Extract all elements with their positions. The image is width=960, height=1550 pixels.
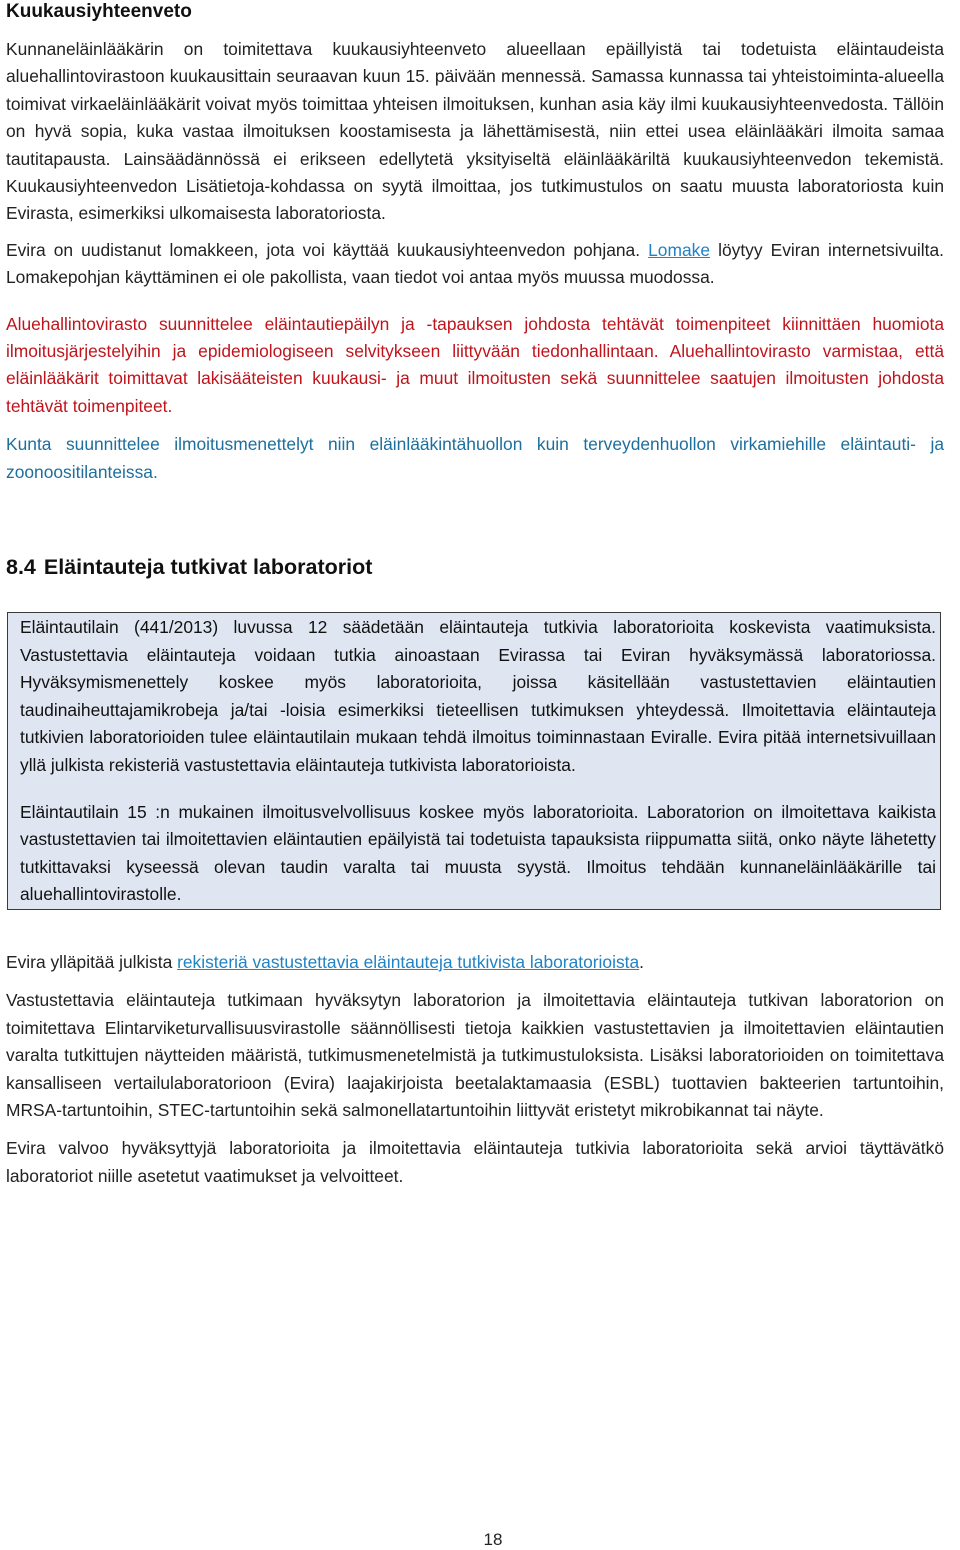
paragraph-kunta: Kunta suunnittelee ilmoitusmenettelyt niin eläinlääkintähuollon kuin terveydenhuollon virkamiehille eläintauti- ja zoonoositilanteissa. — [6, 434, 944, 482]
page-number: 18 — [483, 1530, 503, 1549]
info-box — [7, 612, 941, 910]
document-page — [6, 0, 944, 1190]
box-paragraph-1: Eläintautilain (441/2013) luvussa 12 säädetään eläintauteja tutkivia laboratorioita koskevista vaatimuksista. Vastustettavia eläintauteja voidaan tutkia ainoastaan Evirassa tai Eviran hyväksymässä laboratoriossa. Hyväksymismenettely koskee myös laboratorioita, joissa käsitellään vastustettavien eläintautien taudinaiheuttajamikrobeja ja/tai -loisia esimerkiksi tieteellisen tutkimuksen yhteydessä. Ilmoitettavia eläintauteja tutkivien laboratorioiden tulee eläintautilain mukaan tehdä ilmoitus toiminnastaan Eviralle. Evira pitää internetsivuillaan yllä julkista rekisteriä vastustettavia eläintauteja tutkivista laboratorioista. — [20, 617, 936, 776]
paragraph-supervision: Evira valvoo hyväksyttyjä laboratorioita ja ilmoitettavia eläintauteja tutkivia laboratorioita sekä arvioi täyttävätkö laboratoriot niille asetetut vaatimukset ja velvoitteet. — [6, 1138, 944, 1186]
register-text-after: . — [639, 952, 644, 973]
register-link[interactable]: rekisteriä vastustettavia eläintauteja tutkivista laboratorioista — [177, 952, 640, 973]
form-text-after: löytyy Eviran internetsivuilta. Lomakepohjan käyttäminen ei ole pakollista, vaan tiedot voi antaa myös muussa muodossa. — [6, 239, 944, 288]
heading-number: 8.4 — [6, 555, 36, 580]
paragraph-aluehallintovirasto: Aluehallintovirasto suunnittelee eläintautiepäilyn ja -tapauksen johdosta tehtävät toimenpiteet kiinnittäen huomiota ilmoitusjärjestelyihin ja epidemiologiseen selvitykseen liittyvään tiedonhallintaan. Aluehallintovirasto varmistaa, että eläinlääkärit toimittavat lakisääteisten kuukausi- ja muut ilmoitusten sekä suunnittelee saatujen ilmoitusten johdosta tehtävät toimenpiteet. — [6, 313, 944, 416]
paragraph-form — [6, 237, 944, 292]
paragraph-intro: Kunnaneläinlääkärin on toimitettava kuukausiyhteenveto alueellaan epäillyistä tai todetuista eläintaudeista aluehallintovirastoon kuukausittain seuraavan kuun 15. päivään mennessä. Samassa kunnassa tai yhteistoiminta-alueella toimivat virkaeläinlääkärit voivat myös toimittaa yhteisen ilmoituksen, kunhan asia käy ilmi kuukausiyhteenvedosta. Tällöin on hyvä sopia, kuka vastaa ilmoituksen koostamisesta ja lähettämisestä, niin ettei usea eläinlääkäri ilmoita samaa tautitapausta. Lainsäädännössä ei erikseen edellytetä yksityiseltä eläinlääkäriltä kuukausiyhteenvedon tekemistä. Kuukausiyhteenvedon Lisätietoja-kohdassa on syytä ilmoittaa, jos tutkimustulos on saatu muusta laboratoriosta kuin Evirasta, esimerkiksi ulkomaisesta laboratoriosta. — [6, 39, 944, 224]
form-link[interactable]: Lomake — [648, 239, 711, 260]
register-text-before: Evira ylläpitää julkista — [6, 952, 178, 973]
box-paragraph-2: Eläintautilain 15 :n mukainen ilmoitusvelvollisuus koskee myös laboratorioita. Laboratorion on ilmoitettava kaikista vastustettavien tai ilmoitettavien eläintautien epäilyistä tai todetuista tapauksista riippumatta siitä, onko näyte lähetetty tutkittavaksi kyseessä olevan taudin varalta tai muusta syystä. Ilmoitus tehdään kunnaneläinlääkärille tai aluehallintovirastolle. — [20, 801, 936, 905]
heading-title: Eläintauteja tutkivat laboratoriot — [43, 555, 373, 580]
form-text-before: Evira on uudistanut lomakkeen, jota voi käyttää kuukausiyhteenvedon pohjana. — [6, 239, 649, 260]
section-heading — [6, 552, 944, 582]
paragraph-register — [6, 949, 944, 976]
section-title: Kuukausiyhteenveto — [6, 1, 192, 22]
paragraph-laboratories: Vastustettavia eläintauteja tutkimaan hyväksytyn laboratorion ja ilmoitettavia eläintauteja tutkivan laboratorion on toimitettava Elintarviketurvallisuusvirastolle säännöllisesti tietoja kaikkien vastustettavien ja ilmoitettavien eläintautien varalta tutkittujen näytteiden määristä, tutkimusmenetelmistä ja tutkimustuloksista. Lisäksi laboratorioiden on toimitettava kansalliseen vertailulaboratorioon (Evira) laajakirjoista beetalaktamaasia (ESBL) tuottavien bakteerien tartuntoihin, MRSA-tartuntoihin, STEC-tartuntoihin sekä salmonellatartuntoihin liittyvät eristetyt mikrobikannat tai näyte. — [6, 990, 944, 1121]
